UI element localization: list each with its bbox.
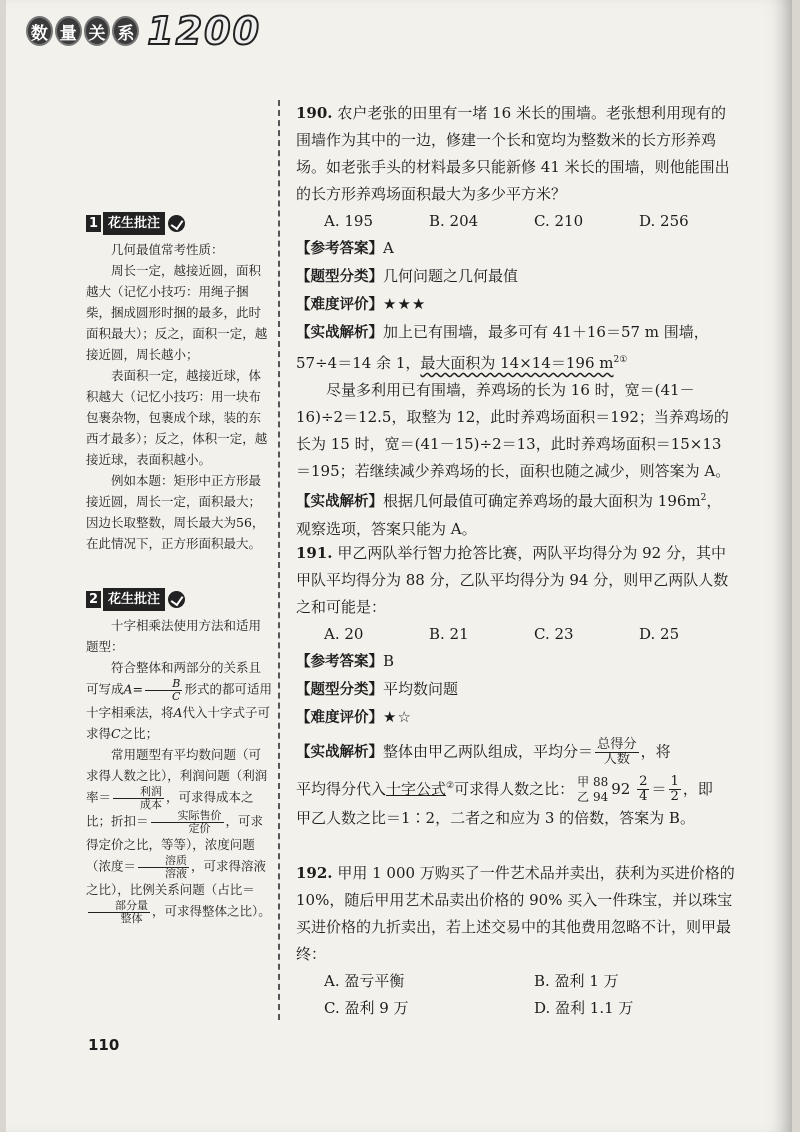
note-text-part: ，可求得整体之比）。 xyxy=(152,903,271,919)
answer-value: A xyxy=(383,239,394,257)
option-a: A. 20 xyxy=(324,625,364,643)
question-number: 190. xyxy=(296,104,333,122)
option-a: A. 盈亏平衡 xyxy=(324,972,405,990)
note-var: A xyxy=(173,705,183,721)
note-text: 周长一定，越接近圆，面积越大（记忆小技巧：用绳子捆柴，捆成圆形时捆的最多，此时面积最大）；反之，面积一定，越接近圆，周长越小； xyxy=(86,263,268,362)
formula-fraction xyxy=(595,738,639,767)
option-d: D. 25 xyxy=(639,625,680,643)
frac-den: 2 xyxy=(670,789,679,805)
frac-num: 2 xyxy=(639,774,648,790)
frac-num: 部分量 xyxy=(88,900,150,913)
note-text-part: 形式的都可适用十字相乘法，将 xyxy=(86,681,272,721)
frac-num: 总得分 xyxy=(597,737,637,752)
analysis-tag: 【实战解析】 xyxy=(296,494,383,510)
cross-top: 甲 88 xyxy=(577,774,609,789)
sidebar-note-1 xyxy=(86,212,272,554)
option-c: C. 盈利 9 万 xyxy=(324,999,409,1017)
difficulty-tag: 【难度评价】 xyxy=(296,710,383,726)
equals-sign: ＝ xyxy=(651,779,667,798)
type-tag: 【题型分类】 xyxy=(296,682,383,698)
note-fraction xyxy=(145,678,182,702)
analysis-text: 根据几何最值可确定养鸡场的最大面积为 196m xyxy=(383,492,701,510)
frac-num: 1 xyxy=(670,774,679,790)
note-heading xyxy=(86,588,272,611)
series-header xyxy=(26,10,261,52)
frac-num: 利润 xyxy=(113,786,164,799)
note-text-part: 代入十字式子可求得 xyxy=(86,705,271,742)
note-heading xyxy=(86,212,272,235)
question-text: 甲用 1 000 万购买了一件艺术品并卖出，获利为买进价格的 10%，随后甲用艺术品卖出价格的 90% 买入一件珠宝，并以珠宝买进价格的九折卖出，若上述交易中的其他费用忽略不计，则甲最终： xyxy=(296,864,735,963)
analysis-text: ，将 xyxy=(640,742,671,761)
analysis-text: ，即 xyxy=(682,779,713,798)
difficulty-line xyxy=(296,704,736,732)
header-char: 数 xyxy=(26,16,53,46)
note-fraction xyxy=(88,900,150,924)
note-label: 花生批注 xyxy=(103,588,165,611)
analysis-paragraph xyxy=(296,738,736,767)
note-fraction xyxy=(151,810,224,834)
header-char: 关 xyxy=(84,16,111,46)
header-char: 量 xyxy=(55,16,82,46)
frac-den: C xyxy=(172,689,181,703)
analysis-text: 可求得人数之比： xyxy=(454,779,575,798)
analysis-tag: 【实战解析】 xyxy=(296,325,383,341)
options-row xyxy=(296,621,736,648)
note-text: 十字相乘法使用方法和适用题型： xyxy=(86,618,262,654)
question-stem xyxy=(296,100,736,208)
question-text: 甲乙两队举行智力抢答比赛，两队平均得分为 92 分，其中甲队平均得分为 88 分，乙队平均得分为 94 分，则甲乙两队人数之和可能是： xyxy=(296,544,729,616)
type-line xyxy=(296,263,736,291)
note-number: 2 xyxy=(86,591,101,608)
header-number: 1200 xyxy=(147,9,262,53)
note-var: C xyxy=(111,726,121,742)
note-text-part: ，可求得成本之比；折扣＝ xyxy=(86,789,254,829)
sidebar-note-2 xyxy=(86,588,272,924)
answer-line xyxy=(296,235,736,263)
options-row xyxy=(296,208,736,235)
frac-den: 人数 xyxy=(603,751,630,767)
difficulty-tag: 【难度评价】 xyxy=(296,297,383,313)
note-number: 1 xyxy=(86,215,101,232)
note-fraction xyxy=(113,786,164,810)
analysis-paragraph xyxy=(296,319,736,377)
question-190 xyxy=(296,100,736,543)
options-grid xyxy=(296,968,736,1022)
type-tag: 【题型分类】 xyxy=(296,269,383,285)
frac-num: 溶质 xyxy=(138,855,189,868)
option-b: B. 204 xyxy=(429,212,479,230)
frac-num: 实际售价 xyxy=(151,810,224,823)
pen-icon xyxy=(168,591,185,608)
option-d: D. 256 xyxy=(639,212,689,230)
answer-tag: 【参考答案】 xyxy=(296,654,383,670)
frac-den: 溶液 xyxy=(165,866,188,880)
analysis-tag: 【实战解析】 xyxy=(296,744,383,761)
analysis-highlight: 最大面积为 14×14＝196 m xyxy=(420,354,614,372)
frac-den: 成本 xyxy=(140,797,163,811)
type-value: 平均数问题 xyxy=(383,680,459,698)
analysis-paragraph xyxy=(296,773,736,805)
answer-tag: 【参考答案】 xyxy=(296,241,383,257)
difficulty-stars: ★★★ xyxy=(383,295,427,313)
answer-line xyxy=(296,648,736,676)
note-label: 花生批注 xyxy=(103,212,165,235)
footnote-ref: ② xyxy=(446,780,455,791)
cross-middle: 92 xyxy=(611,779,631,798)
analysis-text: 整体由甲乙两队组成，平均分＝ xyxy=(383,742,594,761)
superscript: 2 xyxy=(700,493,707,503)
note-text-part: ，可求得定价之比，等等），浓度问题（浓度＝ xyxy=(86,813,264,874)
type-line xyxy=(296,676,736,704)
pen-icon xyxy=(168,215,185,232)
column-divider xyxy=(278,100,280,1020)
analysis-paragraph xyxy=(296,485,736,543)
type-value: 几何问题之几何最值 xyxy=(383,267,519,285)
note-text: 例如本题：矩形中正方形最接近圆，周长一定，面积最大；因边长取整数，周长最大为56，在此情况下，正方形面积最大。 xyxy=(86,473,265,551)
note-text: 几何最值常考性质： xyxy=(111,242,224,257)
cross-bottom: 乙 94 xyxy=(577,789,609,804)
frac-den: 整体 xyxy=(120,911,143,925)
frac-den: 4 xyxy=(639,789,648,805)
option-b: B. 21 xyxy=(429,625,469,643)
difficulty-stars: ★☆ xyxy=(383,708,412,726)
question-191 xyxy=(296,540,736,832)
question-192 xyxy=(296,860,736,1022)
question-number: 191. xyxy=(296,544,333,562)
frac-num: B xyxy=(145,678,182,691)
note-fraction xyxy=(138,855,189,879)
option-b: B. 盈利 1 万 xyxy=(534,972,619,990)
question-number: 192. xyxy=(296,864,333,882)
option-a: A. 195 xyxy=(324,212,373,230)
ratio-fraction xyxy=(637,775,649,804)
page-number: 110 xyxy=(88,1036,120,1054)
book-page xyxy=(6,0,792,1132)
note-text-part: 常用题型有平均数问题（可求得人数之比），利润问题（利润率＝ xyxy=(86,747,268,805)
answer-value: B xyxy=(383,652,395,670)
analysis-text: 加上已有围墙，最多可有 41＋16＝57 m 围墙，57÷4＝14 余 1， xyxy=(296,323,709,372)
footnote-ref: 2① xyxy=(613,355,628,365)
question-stem xyxy=(296,540,736,621)
header-char: 系 xyxy=(112,16,139,46)
ratio-fraction xyxy=(669,775,681,804)
option-d: D. 盈利 1.1 万 xyxy=(534,999,634,1017)
note-text xyxy=(86,657,272,744)
note-var: A= xyxy=(123,681,144,697)
question-text: 农户老张的田里有一堵 16 米长的围墙。老张想利用现有的围墙作为其中的一边，修建一个长和宽均为整数米的长方形养鸡场。如老张手头的材料最多只能新修 41 米长的围墙，则他能围出的长方形养鸡场面积最大为多少平方米？ xyxy=(296,104,730,203)
note-text xyxy=(86,744,272,924)
option-c: C. 23 xyxy=(534,625,574,643)
question-stem xyxy=(296,860,736,968)
analysis-text: 平均得分代入 xyxy=(296,779,387,798)
cross-formula xyxy=(577,775,608,805)
analysis-underline: 十字公式 xyxy=(386,779,447,798)
frac-den: 定价 xyxy=(188,821,211,835)
option-c: C. 210 xyxy=(534,212,584,230)
analysis-text: ，观察选项，答案只能为 A。 xyxy=(296,492,722,538)
note-text-part: 符合整体和两部分的关系且可写成 xyxy=(86,660,262,697)
analysis-paragraph: 甲乙人数之比＝1∶2，二者之和应为 3 的倍数，答案为 B。 xyxy=(296,808,695,827)
analysis-paragraph: 尽量多利用已有围墙，养鸡场的长为 16 时，宽＝(41－16)÷2＝12.5，取整为 12，此时养鸡场面积＝192；当养鸡场的长为 15 时，宽＝(41－15)÷2＝13，此时养鸡场面积＝15×13＝195；若继续减少养鸡场的长，面积也随之减少，则答案为 A。 xyxy=(296,381,731,480)
note-text: 表面积一定，越接近球，体积越大（记忆小技巧：用一块布包裹杂物，包裹成个球，装的东西才最多）；反之，体积一定，越接近球，表面积越小。 xyxy=(86,368,268,467)
difficulty-line xyxy=(296,291,736,319)
note-text-part: 之比； xyxy=(120,726,159,742)
note-text-part: ，可求得溶液之比），比例关系问题（占比＝ xyxy=(86,858,267,898)
